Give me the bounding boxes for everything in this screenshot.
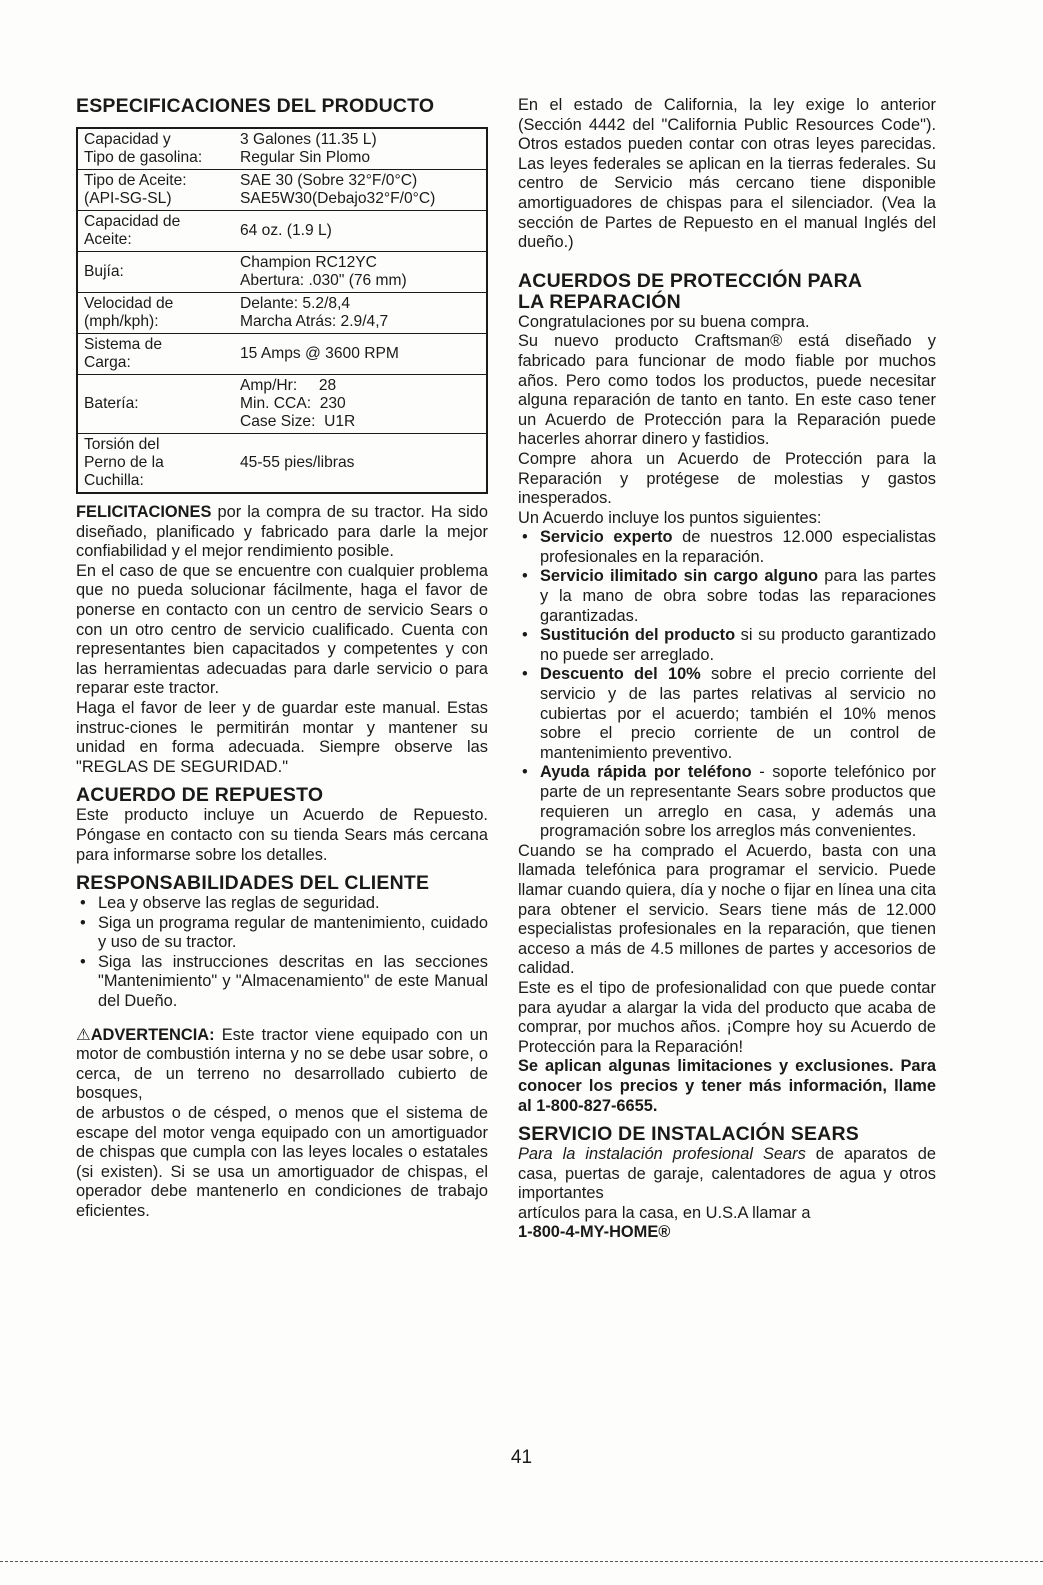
spec-value: 3 Galones (11.35 L) Regular Sin Plomo bbox=[240, 131, 377, 166]
list-item: • Siga las instrucciones descritas en las secciones "Mantenimiento" y "Almacenamiento" de este Manual del Dueño. bbox=[80, 952, 488, 1011]
list-item: • Ayuda rápida por teléfono - soporte telefónico por parte de un representante Sears sobre productos que requieren un arreglo en casa, y además una programación sobre los arreglos más convenientes. bbox=[522, 763, 936, 841]
list-item: • Lea y observe las reglas de seguridad. bbox=[80, 894, 380, 913]
list-item: • Siga un programa regular de mantenimiento, cuidado y uso de su tractor. bbox=[80, 913, 488, 952]
warning-icon: ⚠ bbox=[76, 1025, 91, 1044]
proteccion-list bbox=[518, 528, 936, 842]
proteccion-paragraph-3: Cuando se ha comprado el Acuerdo, basta con una llamada telefónica para programar el servicio. Puede llamar cuando quiera, día y noche o fijar en línea una cita para obtener el servicio. Sears tiene más de 12.000 especialistas profesionales en la reparación, que tienen acceso a más de 4.5 millones de partes y accesorios de calidad. bbox=[518, 841, 936, 978]
instalacion-paragraph-2: artículos para la casa, en U.S.A llamar a bbox=[518, 1203, 811, 1222]
bottom-rule bbox=[0, 1561, 1043, 1562]
limitaciones-paragraph: Se aplican algunas limitaciones y exclusiones. Para conocer los precios y tener más información, llame al 1-800-827-6655. bbox=[518, 1057, 936, 1115]
list-item: • Sustitución del producto si su producto garantizado no puede ser arreglado. bbox=[522, 626, 936, 664]
instalacion-paragraph: Para la instalación profesional Sears de aparatos de casa, puertas de garaje, calentadores de agua y otros importantes bbox=[518, 1145, 936, 1203]
proteccion-heading-line1: ACUERDOS DE PROTECCIÓN PARA bbox=[518, 269, 863, 292]
felicitaciones-lead: FELICITACIONES bbox=[76, 503, 212, 521]
spec-row bbox=[77, 252, 487, 293]
instalacion-phone: 1-800-4-MY-HOME® bbox=[518, 1223, 671, 1242]
proteccion-paragraph-2: Compre ahora un Acuerdo de Protección para la Reparación y protégese de molestias y gastos inesperados. bbox=[518, 449, 936, 508]
repuesto-paragraph: Este producto incluye un Acuerdo de Repuesto. Póngase en contacto con su tienda Sears más cercana para informarse sobre los detalles. bbox=[76, 806, 488, 864]
list-item: • Servicio experto de nuestros 12.000 especialistas profesionales en la reparación. bbox=[522, 528, 936, 566]
responsabilidades-list bbox=[76, 894, 488, 1012]
spec-value: SAE 30 (Sobre 32°F/0°C) SAE5W30(Debajo32°F/0°C) bbox=[234, 170, 487, 211]
spec-label: Sistema de Carga: bbox=[77, 334, 234, 375]
left-column bbox=[76, 96, 488, 1222]
warning-paragraph-2: de arbustos o de césped, o menos que el sistema de escape del motor venga equipado con un amortiguador de chispas que cumpla con las leyes locales o estatales (si existen). Si se usa un amortiguador de chispas, el operador debe mantenerlo en condiciones de trabajo eficientes. bbox=[76, 1104, 488, 1220]
spec-row bbox=[77, 434, 487, 494]
repuesto-heading: ACUERDO DE REPUESTO bbox=[76, 784, 324, 807]
spec-value: 45-55 pies/libras bbox=[234, 434, 487, 494]
proteccion-intro: Un Acuerdo incluye los puntos siguientes: bbox=[518, 508, 822, 527]
spec-label: Batería: bbox=[77, 375, 234, 434]
specs-heading: ESPECIFICACIONES DEL PRODUCTO bbox=[76, 95, 435, 117]
spec-row bbox=[77, 293, 487, 334]
spec-label: Velocidad de (mph/kph): bbox=[77, 293, 234, 334]
spec-value: 64 oz. (1.9 L) bbox=[234, 211, 487, 252]
spec-label: Bujía: bbox=[77, 252, 234, 293]
congrats-paragraph: Congratulaciones por su buena compra. bbox=[518, 312, 810, 331]
proteccion-paragraph-4: Este es el tipo de profesionalidad con que puede contar para ayudar a alargar la vida del producto que acaba de comprar, por muchos años. ¡Compre hoy su Acuerdo de Protección para la Reparación! bbox=[518, 978, 936, 1056]
specs-table bbox=[76, 127, 488, 494]
felicitaciones-paragraph bbox=[76, 503, 488, 562]
spec-row bbox=[77, 375, 487, 434]
spec-label: Capacidad y Tipo de gasolina: bbox=[84, 131, 203, 166]
warning-paragraph bbox=[76, 1026, 488, 1104]
service-paragraph: En el caso de que se encuentre con cualquier problema que no pueda solucionar fácilmente, haga el favor de ponerse en contacto con un centro de servicio Sears o con un otro centro de servicio cualificado. Cuenta con representantes bien capacitados y competentes y con las herramientas adecuadas para darle servicio o para reparar este tractor. bbox=[76, 561, 488, 698]
spec-label: Capacidad de Aceite: bbox=[77, 211, 234, 252]
proteccion-heading-line2: LA REPARACIÓN bbox=[518, 290, 681, 313]
spec-value: Amp/Hr: 28 Min. CCA: 230 Case Size: U1R bbox=[234, 375, 487, 434]
spec-label: Tipo de Aceite: (API-SG-SL) bbox=[77, 170, 234, 211]
spec-row bbox=[77, 334, 487, 375]
right-column bbox=[518, 96, 936, 1243]
warning-text: Este tractor viene equipado con un motor de combustión interna y no se debe usar sobre, o cerca, de un terreno no desarrollado cubierto de bosques, bbox=[76, 1025, 488, 1103]
list-item: • Descuento del 10% sobre el precio corriente del servicio y de las partes relativas al servicio no cubiertas por el acuerdo; también el 10% menos sobre el precio corriente de un control de mantenimiento preventivo. bbox=[522, 665, 937, 762]
warning-label: ADVERTENCIA: bbox=[90, 1025, 215, 1044]
spec-value: Delante: 5.2/8,4 Marcha Atrás: 2.9/4,7 bbox=[234, 293, 487, 334]
spec-row bbox=[77, 170, 487, 211]
california-paragraph: En el estado de California, la ley exige lo anterior (Sección 4442 del "California Public Resources Code"). Otros estados pueden contar con otras leyes parecidas. Las leyes federales se aplican en la tierras federales. Su centro de Servicio más cercano tiene disponible amortiguadores de chispas para el silenciador. (Vea la sección de Partes de Repuesto en el manual Inglés del dueño.) bbox=[518, 96, 936, 252]
page-number: 41 bbox=[510, 1447, 533, 1468]
spec-value: 15 Amps @ 3600 RPM bbox=[234, 334, 487, 375]
manual-paragraph: Haga el favor de leer y de guardar este manual. Estas instruc-ciones le permitirán montar y mantener su unidad en forma adecuada. Siempre observe las "REGLAS DE SEGURIDAD." bbox=[76, 698, 488, 776]
spec-label: Torsión del Perno de la Cuchilla: bbox=[77, 434, 234, 494]
spec-row bbox=[77, 128, 487, 170]
proteccion-paragraph-1: Su nuevo producto Craftsman® está diseñado y fabricado para funcionar de modo fiable por muchos años. Pero como todos los productos, puede necesitar alguna reparación de tanto en tanto. En este caso tener un Acuerdo de Protección para la Reparación puede hacerles ahorrar dinero y fastidios. bbox=[518, 332, 936, 449]
list-item: • Servicio ilimitado sin cargo alguno para las partes y la mano de obra sobre todas las reparaciones garantizadas. bbox=[522, 567, 936, 625]
instalacion-heading: SERVICIO DE INSTALACIÓN SEARS bbox=[518, 1123, 859, 1146]
responsabilidades-heading: RESPONSABILIDADES DEL CLIENTE bbox=[76, 872, 430, 895]
spec-row bbox=[77, 211, 487, 252]
spec-value: Champion RC12YC Abertura: .030" (76 mm) bbox=[234, 252, 487, 293]
felicitaciones-text: por la compra de su tractor. Ha sido diseñado, planificado y fabricado para darle la mejor confiabilidad y el mejor rendimiento posible. bbox=[76, 503, 488, 561]
